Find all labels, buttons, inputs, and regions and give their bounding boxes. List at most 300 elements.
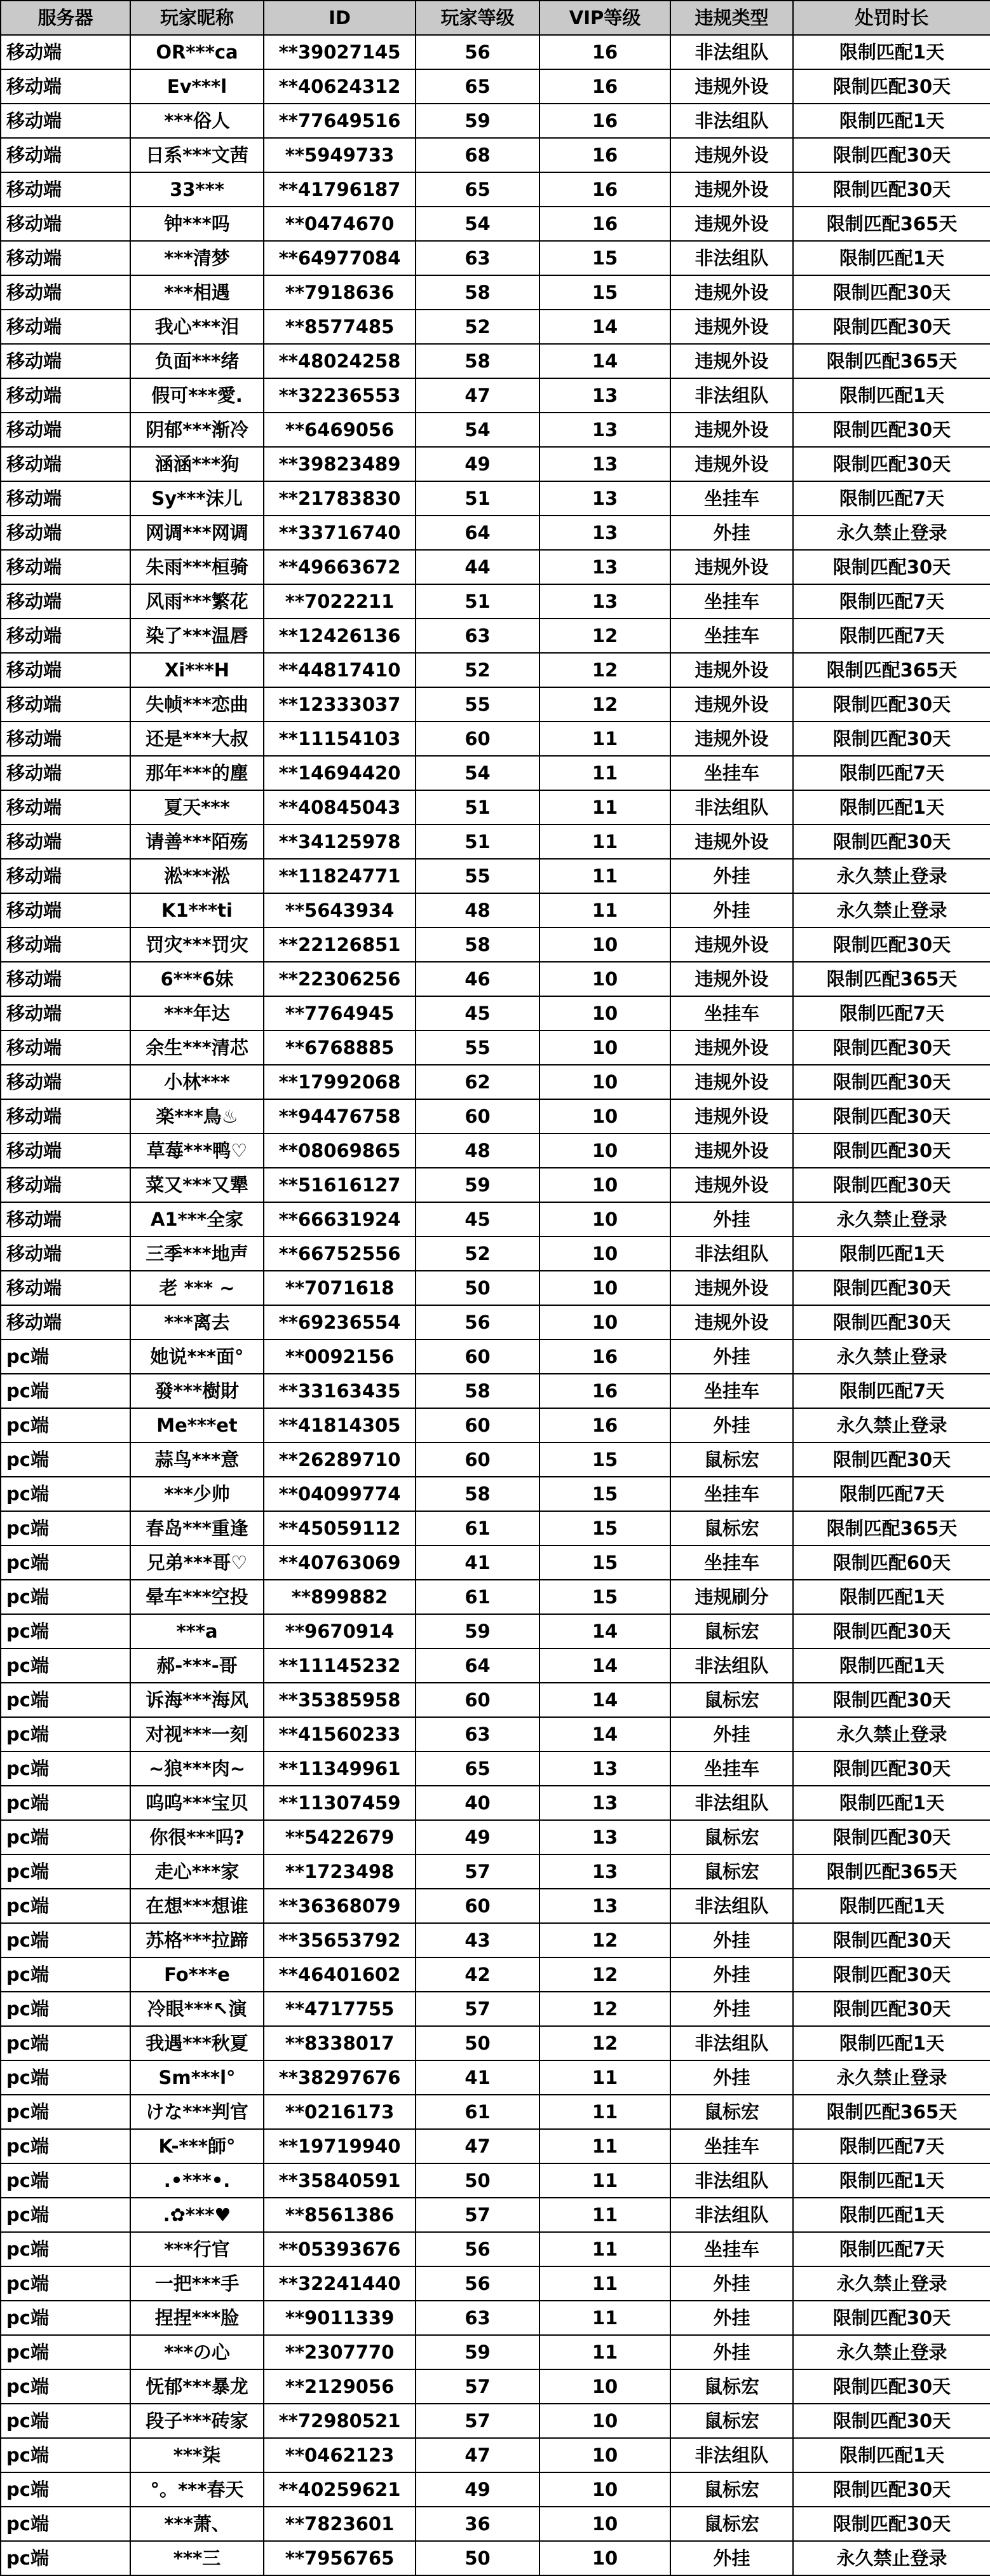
table-row: [1, 996, 990, 1031]
cell-nickname: °。***春天: [130, 2472, 264, 2507]
cell-id: **04099774: [264, 1477, 416, 1511]
cell-player-level: 60: [416, 1683, 539, 1717]
cell-server: pc端: [1, 2507, 130, 2541]
cell-player-level: 58: [416, 344, 539, 378]
cell-vip-level: 10: [539, 1237, 670, 1271]
cell-nickname: 蒜鸟***意: [130, 1442, 264, 1477]
cell-id: **40624312: [264, 69, 416, 104]
header-player-level: 玩家等级: [416, 1, 539, 35]
cell-id: **0216173: [264, 2095, 416, 2129]
cell-player-level: 57: [416, 2404, 539, 2438]
table-row: [1, 1923, 990, 1957]
cell-penalty-duration: 限制匹配7天: [793, 1374, 990, 1408]
cell-penalty-duration: 限制匹配30天: [793, 928, 990, 962]
cell-vip-level: 15: [539, 1580, 670, 1614]
cell-vip-level: 13: [539, 1820, 670, 1854]
cell-id: **32241440: [264, 2266, 416, 2301]
cell-nickname: 日系***文茜: [130, 138, 264, 172]
cell-nickname: 阴郁***渐冷: [130, 413, 264, 447]
cell-id: **36368079: [264, 1889, 416, 1923]
cell-player-level: 64: [416, 1648, 539, 1683]
cell-violation-type: 违规外设: [670, 447, 793, 481]
cell-penalty-duration: 限制匹配1天: [793, 1648, 990, 1683]
cell-violation-type: 非法组队: [670, 2198, 793, 2232]
table-row: [1, 207, 990, 241]
cell-nickname: OR***ca: [130, 35, 264, 69]
cell-player-level: 63: [416, 2301, 539, 2335]
cell-violation-type: 非法组队: [670, 2438, 793, 2472]
cell-violation-type: 违规外设: [670, 1271, 793, 1305]
cell-id: **12426136: [264, 619, 416, 653]
cell-penalty-duration: 限制匹配365天: [793, 1511, 990, 1545]
cell-id: **08069865: [264, 1134, 416, 1168]
cell-nickname: ***俗人: [130, 104, 264, 138]
cell-violation-type: 非法组队: [670, 104, 793, 138]
cell-vip-level: 11: [539, 859, 670, 893]
cell-id: **1723498: [264, 1854, 416, 1889]
cell-vip-level: 11: [539, 722, 670, 756]
cell-violation-type: 违规外设: [670, 687, 793, 722]
table-row: [1, 1545, 990, 1580]
cell-nickname: 菜又***又犟: [130, 1168, 264, 1202]
cell-nickname: 33***: [130, 172, 264, 207]
cell-vip-level: 10: [539, 1099, 670, 1134]
cell-server: pc端: [1, 2335, 130, 2369]
cell-penalty-duration: 限制匹配30天: [793, 69, 990, 104]
cell-id: **72980521: [264, 2404, 416, 2438]
table-row: [1, 310, 990, 344]
cell-id: **41814305: [264, 1408, 416, 1442]
cell-id: **66752556: [264, 1237, 416, 1271]
table-row: [1, 1717, 990, 1751]
table-row: [1, 2026, 990, 2060]
table-row: [1, 516, 990, 550]
cell-penalty-duration: 限制匹配7天: [793, 584, 990, 619]
cell-penalty-duration: 限制匹配365天: [793, 344, 990, 378]
cell-server: 移动端: [1, 687, 130, 722]
cell-penalty-duration: 限制匹配30天: [793, 722, 990, 756]
cell-vip-level: 11: [539, 2266, 670, 2301]
cell-penalty-duration: 限制匹配30天: [793, 2369, 990, 2404]
cell-player-level: 68: [416, 138, 539, 172]
cell-vip-level: 10: [539, 2369, 670, 2404]
cell-nickname: 怃郁***暴龙: [130, 2369, 264, 2404]
cell-id: **32236553: [264, 378, 416, 413]
cell-vip-level: 14: [539, 310, 670, 344]
cell-id: **8561386: [264, 2198, 416, 2232]
cell-server: 移动端: [1, 1271, 130, 1305]
cell-id: **7764945: [264, 996, 416, 1031]
cell-server: 移动端: [1, 310, 130, 344]
table-row: [1, 2232, 990, 2266]
cell-penalty-duration: 限制匹配30天: [793, 413, 990, 447]
cell-vip-level: 12: [539, 2026, 670, 2060]
cell-vip-level: 12: [539, 653, 670, 687]
cell-penalty-duration: 限制匹配30天: [793, 310, 990, 344]
cell-server: 移动端: [1, 241, 130, 275]
cell-id: **21783830: [264, 481, 416, 516]
cell-player-level: 52: [416, 1237, 539, 1271]
table-row: [1, 722, 990, 756]
cell-vip-level: 11: [539, 2163, 670, 2198]
cell-server: pc端: [1, 1717, 130, 1751]
cell-id: **34125978: [264, 825, 416, 859]
cell-server: pc端: [1, 1339, 130, 1374]
cell-player-level: 61: [416, 1580, 539, 1614]
cell-penalty-duration: 永久禁止登录: [793, 1717, 990, 1751]
cell-vip-level: 14: [539, 344, 670, 378]
cell-server: pc端: [1, 2404, 130, 2438]
cell-vip-level: 10: [539, 2438, 670, 2472]
cell-violation-type: 违规外设: [670, 344, 793, 378]
cell-player-level: 65: [416, 1751, 539, 1786]
cell-id: **7956765: [264, 2541, 416, 2575]
cell-server: pc端: [1, 2163, 130, 2198]
cell-player-level: 60: [416, 1339, 539, 1374]
cell-violation-type: 违规外设: [670, 1099, 793, 1134]
cell-id: **11824771: [264, 859, 416, 893]
cell-violation-type: 违规外设: [670, 1134, 793, 1168]
cell-server: pc端: [1, 2060, 130, 2095]
cell-vip-level: 13: [539, 516, 670, 550]
cell-penalty-duration: 限制匹配1天: [793, 1580, 990, 1614]
cell-server: pc端: [1, 2472, 130, 2507]
cell-server: pc端: [1, 1786, 130, 1820]
cell-penalty-duration: 限制匹配1天: [793, 2438, 990, 2472]
cell-vip-level: 12: [539, 1923, 670, 1957]
table-row: [1, 2404, 990, 2438]
cell-vip-level: 15: [539, 1477, 670, 1511]
table-row: [1, 344, 990, 378]
cell-player-level: 51: [416, 790, 539, 825]
cell-player-level: 51: [416, 481, 539, 516]
cell-vip-level: 11: [539, 790, 670, 825]
table-row: [1, 653, 990, 687]
cell-nickname: Sm***l°: [130, 2060, 264, 2095]
table-row: [1, 447, 990, 481]
cell-id: **6768885: [264, 1031, 416, 1065]
cell-nickname: ***少帅: [130, 1477, 264, 1511]
cell-server: pc端: [1, 2266, 130, 2301]
cell-vip-level: 16: [539, 138, 670, 172]
cell-nickname: 捏捏***脸: [130, 2301, 264, 2335]
cell-player-level: 43: [416, 1923, 539, 1957]
cell-nickname: ***年达: [130, 996, 264, 1031]
table-row: [1, 2198, 990, 2232]
table-row: [1, 1820, 990, 1854]
cell-penalty-duration: 永久禁止登录: [793, 1339, 990, 1374]
cell-server: pc端: [1, 1614, 130, 1648]
cell-vip-level: 11: [539, 2232, 670, 2266]
table-row: [1, 1202, 990, 1237]
cell-violation-type: 非法组队: [670, 241, 793, 275]
cell-player-level: 50: [416, 2163, 539, 2198]
cell-player-level: 56: [416, 1305, 539, 1339]
cell-violation-type: 外挂: [670, 859, 793, 893]
table-row: [1, 756, 990, 790]
cell-player-level: 51: [416, 825, 539, 859]
cell-nickname: 我心***泪: [130, 310, 264, 344]
table-row: [1, 1477, 990, 1511]
cell-server: pc端: [1, 1545, 130, 1580]
cell-violation-type: 鼠标宏: [670, 2095, 793, 2129]
cell-violation-type: 鼠标宏: [670, 1614, 793, 1648]
cell-id: **11349961: [264, 1751, 416, 1786]
table-row: [1, 1168, 990, 1202]
cell-player-level: 41: [416, 1545, 539, 1580]
cell-violation-type: 违规外设: [670, 722, 793, 756]
cell-id: **7918636: [264, 275, 416, 310]
cell-violation-type: 违规外设: [670, 825, 793, 859]
table-row: [1, 35, 990, 69]
cell-penalty-duration: 限制匹配30天: [793, 1820, 990, 1854]
header-vip-level: VIP等级: [539, 1, 670, 35]
table-row: [1, 619, 990, 653]
table-row: [1, 481, 990, 516]
cell-id: **49663672: [264, 550, 416, 584]
cell-violation-type: 外挂: [670, 1923, 793, 1957]
cell-player-level: 59: [416, 1614, 539, 1648]
cell-penalty-duration: 限制匹配7天: [793, 1477, 990, 1511]
cell-violation-type: 鼠标宏: [670, 2507, 793, 2541]
cell-id: **11307459: [264, 1786, 416, 1820]
cell-violation-type: 外挂: [670, 1957, 793, 1992]
table-row: [1, 790, 990, 825]
cell-player-level: 50: [416, 2026, 539, 2060]
cell-player-level: 63: [416, 1717, 539, 1751]
cell-player-level: 60: [416, 722, 539, 756]
cell-penalty-duration: 限制匹配30天: [793, 2404, 990, 2438]
cell-penalty-duration: 限制匹配30天: [793, 1442, 990, 1477]
cell-server: pc端: [1, 1511, 130, 1545]
cell-vip-level: 11: [539, 2198, 670, 2232]
table-row: [1, 1854, 990, 1889]
table-row: [1, 69, 990, 104]
cell-violation-type: 违规外设: [670, 413, 793, 447]
cell-violation-type: 非法组队: [670, 35, 793, 69]
cell-server: pc端: [1, 1820, 130, 1854]
cell-penalty-duration: 限制匹配30天: [793, 825, 990, 859]
cell-player-level: 48: [416, 893, 539, 928]
table-row: [1, 241, 990, 275]
cell-violation-type: 违规外设: [670, 138, 793, 172]
cell-server: pc端: [1, 2438, 130, 2472]
cell-nickname: 郝-***-哥: [130, 1648, 264, 1683]
cell-server: 移动端: [1, 35, 130, 69]
cell-id: **77649516: [264, 104, 416, 138]
cell-player-level: 61: [416, 1511, 539, 1545]
cell-player-level: 47: [416, 378, 539, 413]
cell-id: **8338017: [264, 2026, 416, 2060]
cell-violation-type: 外挂: [670, 2060, 793, 2095]
table-row: [1, 893, 990, 928]
cell-vip-level: 16: [539, 1374, 670, 1408]
cell-id: **19719940: [264, 2129, 416, 2163]
cell-id: **22306256: [264, 962, 416, 996]
cell-nickname: 涵涵***狗: [130, 447, 264, 481]
cell-vip-level: 10: [539, 1202, 670, 1237]
cell-player-level: 42: [416, 1957, 539, 1992]
cell-violation-type: 违规外设: [670, 1305, 793, 1339]
cell-nickname: 对视***一刻: [130, 1717, 264, 1751]
cell-server: 移动端: [1, 1031, 130, 1065]
table-row: [1, 1957, 990, 1992]
cell-server: 移动端: [1, 790, 130, 825]
cell-player-level: 51: [416, 584, 539, 619]
cell-nickname: 钟***吗: [130, 207, 264, 241]
table-row: [1, 962, 990, 996]
cell-penalty-duration: 限制匹配365天: [793, 207, 990, 241]
cell-nickname: 夏天***: [130, 790, 264, 825]
cell-violation-type: 坐挂车: [670, 1374, 793, 1408]
cell-violation-type: 违规外设: [670, 69, 793, 104]
cell-nickname: 那年***的塵: [130, 756, 264, 790]
cell-nickname: 冷眼***↖演: [130, 1992, 264, 2026]
cell-nickname: Ev***l: [130, 69, 264, 104]
cell-player-level: 57: [416, 2198, 539, 2232]
cell-nickname: ***相遇: [130, 275, 264, 310]
cell-id: **6469056: [264, 413, 416, 447]
cell-violation-type: 坐挂车: [670, 1545, 793, 1580]
cell-penalty-duration: 限制匹配30天: [793, 2472, 990, 2507]
cell-penalty-duration: 限制匹配30天: [793, 172, 990, 207]
cell-player-level: 56: [416, 2232, 539, 2266]
cell-server: 移动端: [1, 756, 130, 790]
cell-id: **899882: [264, 1580, 416, 1614]
cell-player-level: 54: [416, 413, 539, 447]
table-row: [1, 2266, 990, 2301]
cell-violation-type: 外挂: [670, 1339, 793, 1374]
cell-server: pc端: [1, 1923, 130, 1957]
cell-violation-type: 违规外设: [670, 1065, 793, 1099]
cell-penalty-duration: 限制匹配7天: [793, 2232, 990, 2266]
cell-violation-type: 坐挂车: [670, 2129, 793, 2163]
cell-penalty-duration: 限制匹配7天: [793, 481, 990, 516]
cell-player-level: 60: [416, 1099, 539, 1134]
cell-violation-type: 非法组队: [670, 1648, 793, 1683]
cell-player-level: 63: [416, 241, 539, 275]
cell-vip-level: 16: [539, 1408, 670, 1442]
cell-violation-type: 鼠标宏: [670, 1511, 793, 1545]
cell-vip-level: 16: [539, 172, 670, 207]
cell-violation-type: 非法组队: [670, 1237, 793, 1271]
cell-nickname: 6***6妹: [130, 962, 264, 996]
cell-violation-type: 鼠标宏: [670, 1683, 793, 1717]
cell-id: **9670914: [264, 1614, 416, 1648]
cell-nickname: Me***et: [130, 1408, 264, 1442]
cell-id: **46401602: [264, 1957, 416, 1992]
table-row: [1, 2438, 990, 2472]
cell-violation-type: 违规刷分: [670, 1580, 793, 1614]
cell-vip-level: 13: [539, 447, 670, 481]
cell-server: 移动端: [1, 893, 130, 928]
cell-id: **48024258: [264, 344, 416, 378]
header-nickname: 玩家昵称: [130, 1, 264, 35]
cell-penalty-duration: 限制匹配30天: [793, 1099, 990, 1134]
cell-id: **40259621: [264, 2472, 416, 2507]
cell-nickname: 走心***家: [130, 1854, 264, 1889]
cell-server: pc端: [1, 2232, 130, 2266]
cell-server: pc端: [1, 1889, 130, 1923]
cell-id: **35653792: [264, 1923, 416, 1957]
cell-id: **4717755: [264, 1992, 416, 2026]
table-row: [1, 2129, 990, 2163]
cell-vip-level: 10: [539, 2507, 670, 2541]
cell-penalty-duration: 永久禁止登录: [793, 2335, 990, 2369]
cell-violation-type: 违规外设: [670, 275, 793, 310]
header-server: 服务器: [1, 1, 130, 35]
cell-nickname: 请善***陌殇: [130, 825, 264, 859]
cell-server: pc端: [1, 1648, 130, 1683]
cell-vip-level: 14: [539, 1614, 670, 1648]
cell-id: **5643934: [264, 893, 416, 928]
table-row: [1, 138, 990, 172]
cell-id: **41560233: [264, 1717, 416, 1751]
cell-server: 移动端: [1, 207, 130, 241]
cell-nickname: 染了***温唇: [130, 619, 264, 653]
cell-id: **39823489: [264, 447, 416, 481]
cell-player-level: 60: [416, 1408, 539, 1442]
cell-server: 移动端: [1, 1305, 130, 1339]
cell-vip-level: 10: [539, 1065, 670, 1099]
cell-server: 移动端: [1, 825, 130, 859]
table-row: [1, 2095, 990, 2129]
cell-vip-level: 13: [539, 378, 670, 413]
cell-player-level: 54: [416, 207, 539, 241]
cell-violation-type: 外挂: [670, 1992, 793, 2026]
cell-nickname: ~狼***肉~: [130, 1751, 264, 1786]
cell-id: **5422679: [264, 1820, 416, 1854]
cell-player-level: 62: [416, 1065, 539, 1099]
cell-server: pc端: [1, 1477, 130, 1511]
cell-server: pc端: [1, 2198, 130, 2232]
table-row: [1, 1099, 990, 1134]
cell-vip-level: 10: [539, 1305, 670, 1339]
cell-violation-type: 外挂: [670, 893, 793, 928]
cell-violation-type: 非法组队: [670, 1786, 793, 1820]
cell-nickname: 我遇***秋夏: [130, 2026, 264, 2060]
cell-player-level: 65: [416, 69, 539, 104]
cell-nickname: .•***•.: [130, 2163, 264, 2198]
table-row: [1, 1580, 990, 1614]
table-row: [1, 1339, 990, 1374]
cell-nickname: ***三: [130, 2541, 264, 2575]
cell-nickname: 你很***吗?: [130, 1820, 264, 1854]
cell-player-level: 65: [416, 172, 539, 207]
cell-server: 移动端: [1, 962, 130, 996]
cell-violation-type: 外挂: [670, 516, 793, 550]
cell-vip-level: 10: [539, 1168, 670, 1202]
cell-id: **7823601: [264, 2507, 416, 2541]
cell-vip-level: 11: [539, 2335, 670, 2369]
table-row: [1, 1683, 990, 1717]
cell-nickname: Fo***e: [130, 1957, 264, 1992]
cell-penalty-duration: 永久禁止登录: [793, 2266, 990, 2301]
table-row: [1, 378, 990, 413]
cell-vip-level: 15: [539, 241, 670, 275]
cell-player-level: 36: [416, 2507, 539, 2541]
cell-penalty-duration: 限制匹配30天: [793, 550, 990, 584]
cell-id: **33163435: [264, 1374, 416, 1408]
cell-penalty-duration: 限制匹配1天: [793, 378, 990, 413]
cell-nickname: ***柒: [130, 2438, 264, 2472]
cell-penalty-duration: 限制匹配1天: [793, 2198, 990, 2232]
cell-nickname: A1***全家: [130, 1202, 264, 1237]
cell-penalty-duration: 永久禁止登录: [793, 2541, 990, 2575]
cell-penalty-duration: 限制匹配1天: [793, 1237, 990, 1271]
cell-player-level: 49: [416, 2472, 539, 2507]
cell-penalty-duration: 限制匹配30天: [793, 2301, 990, 2335]
